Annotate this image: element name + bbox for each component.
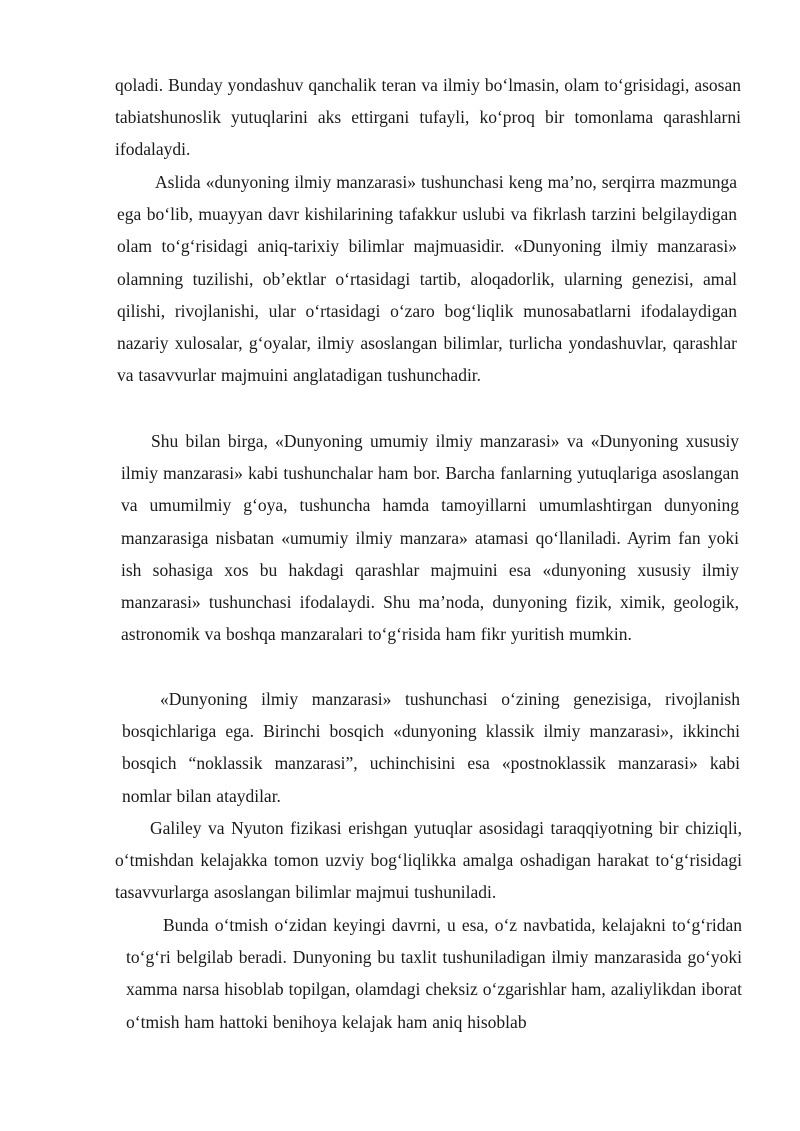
- paragraph: Galiley va Nyuton fizikasi erishgan yutuqlar asosidagi taraqqiyotning bir chiziqli, o‘tmishdan kelajakka tomon uzviy bog‘liqlikka amalga oshadigan harakat to‘g‘risidagi tasavvurlarga asoslangan bilimlar majmui tushuniladi.: [115, 818, 742, 903]
- paragraph: Shu bilan birga, «Dunyoning umumiy ilmiy manzarasi» va «Dunyoning xususiy ilmiy manzarasi» kabi tushunchalar ham bor. Barcha fanlarning yutuqlariga asoslangan va umumilmiy g‘oya, tushuncha hamda tamoyillarni umumlashtirgan dunyoning manzarasiga nisbatan «umumiy ilmiy manzara» atamasi qo‘llaniladi. Ayrim fan yoki ish sohasiga xos bu hakdagi qarashlar majmuini esa «dunyoning xususiy ilmiy manzarasi» tushunchasi ifodalaydi. Shu ma’noda, dunyoning fizik, ximik, geologik, astronomik va boshqa manzaralari to‘g‘risida ham fikr yuritish mumkin.: [121, 431, 739, 645]
- paragraph: qoladi. Bunday yondashuv qanchalik teran va ilmiy bo‘lmasin, olam to‘grisidagi, asosan tabiatshunoslik yutuqlarini aks ettirgani tufayli, ko‘proq bir tomonlama qarashlarni ifodalaydi.: [115, 75, 741, 160]
- paragraph: «Dunyoning ilmiy manzarasi» tushunchasi o‘zining genezisiga, rivojlanish bosqichlariga ega. Birinchi bosqich «dunyoning klassik ilmiy manzarasi», ikkinchi bosqich “noklassik manzarasi”, uchinchisini esa «postnoklassik manzarasi» kabi nomlar bilan ataydilar.: [122, 689, 740, 806]
- paragraph: Bunda o‘tmish o‘zidan keyingi davrni, u esa, o‘z navbatida, kelajakni to‘g‘ridan to‘g‘ri belgilab beradi. Dunyoning bu taxlit tushuniladigan ilmiy manzarasida go‘yoki xamma narsa hisoblab topilgan, olamdagi cheksiz o‘zgarishlar ham, azaliylikdan iborat o‘tmish ham hattoki benihoya kelajak ham aniq hisoblab: [126, 915, 742, 1032]
- paragraph: Aslida «dunyoning ilmiy manzarasi» tushunchasi keng ma’no, serqirra mazmunga ega bo‘lib, muayyan davr kishilarining tafakkur uslubi va fikrlash tarzini belgilaydigan olam to‘g‘risidagi aniq-tarixiy bilimlar majmuasidir. «Dunyoning ilmiy manzarasi» olamning tuzilishi, ob’ektlar o‘rtasidagi tartib, aloqadorlik, ularning genezisi, amal qilishi, rivojlanishi, ular o‘rtasidagi o‘zaro bog‘liqlik munosabatlarni ifodalaydigan nazariy xulosalar, g‘oyalar, ilmiy asoslangan bilimlar, turlicha yondashuvlar, qarashlar va tasavvurlar majmuini anglatadigan tushunchadir.: [117, 172, 737, 386]
